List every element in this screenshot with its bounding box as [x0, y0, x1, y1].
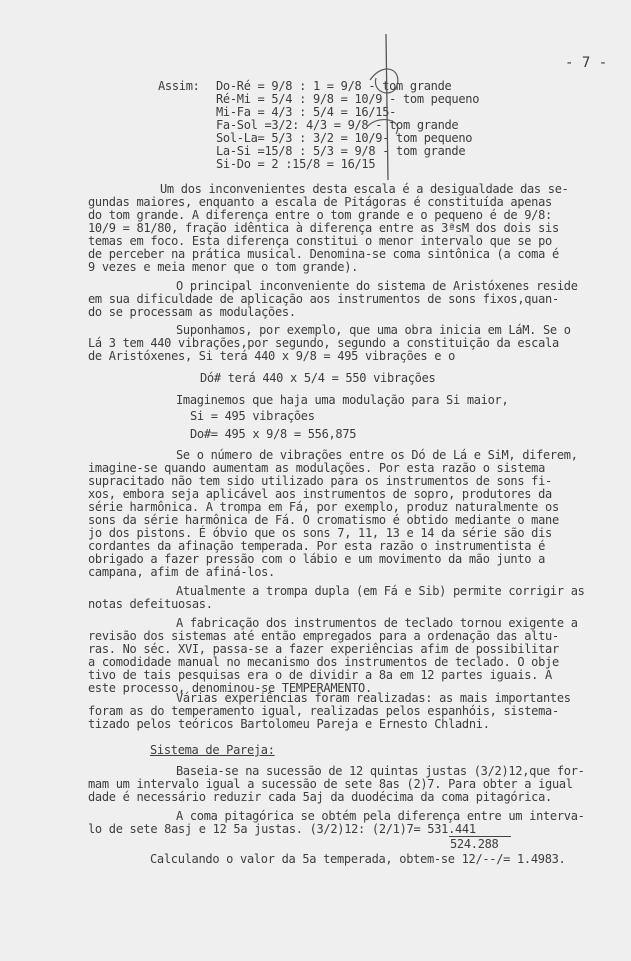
paragraph-line: imagine-se quando aumentam as modulações. Por esta razão o sistema	[88, 461, 546, 475]
table-row: Mi-Fa = 4/3 : 5/4 = 16/15-	[216, 105, 397, 119]
table-label: Assim:	[158, 79, 200, 93]
paragraph-line: A coma pitagórica se obtém pela diferença entre um interva-	[176, 809, 585, 823]
paragraph-line: em sua dificuldade de aplicação aos instrumentos de sons fixos,quan-	[88, 292, 559, 306]
paragraph-line: Um dos inconvenientes desta escala é a desigualdade das se-	[160, 182, 569, 196]
paragraph-line: mam um intervalo igual a sucessão de sete 8as (2)7. Para obter a igual	[88, 777, 573, 791]
handwritten-mark	[360, 30, 420, 180]
paragraph-line: gundas maiores, enquanto a escala de Pitágoras é constituída apenas	[88, 195, 552, 209]
page-number: - 7 -	[565, 55, 608, 71]
paragraph-line: Imaginemos que haja uma modulação para Si maior,	[176, 393, 509, 407]
paragraph-line: supracitado não tem sido utilizado para os instrumentos de sons fi-	[88, 474, 552, 488]
paragraph-line: Suponhamos, por exemplo, que uma obra inicia em LáM. Se o	[176, 323, 571, 337]
paragraph-line: cordantes da afinação temperada. Por esta razão o instrumentista é	[88, 539, 546, 553]
paragraph-line: a comodidade manual no mecanismo dos instrumentos de teclado. O obje	[88, 655, 559, 669]
paragraph-line: revisão dos sistemas até então empregados para a ordenação das altu-	[88, 629, 559, 643]
paragraph-line: campana, afim de afiná-los.	[88, 565, 275, 579]
paragraph-line: Se o número de vibrações entre os Dó de Lá e SiM, diferem,	[176, 448, 578, 462]
paragraph-line: Baseia-se na sucessão de 12 quintas justas (3/2)12,que for-	[176, 764, 585, 778]
section-heading: Sistema de Pareja:	[150, 743, 275, 757]
paragraph-line: Lá 3 tem 440 vibrações,por segundo, segundo a constituição da escala	[88, 336, 559, 350]
paragraph-line: tivo de tais pesquisas era o de dividir a 8a em 12 partes iguais. A	[88, 668, 552, 682]
paragraph-line: jo dos pistons. É óbvio que os sons 7, 11, 13 e 14 da série são dis	[88, 526, 552, 540]
paragraph-line: O principal inconveniente do sistema de Aristóxenes reside	[176, 279, 578, 293]
paragraph-line: Calculando o valor da 5a temperada, obtem-se 12/--/= 1.4983.	[150, 852, 566, 866]
paragraph-line: série harmônica. A trompa em Fá, por exemplo, produz naturalmente os	[88, 500, 559, 514]
equation: Dó# terá 440 x 5/4 = 550 vibrações	[200, 371, 436, 385]
table-row: Sol-La= 5/3 : 3/2 = 10/9- tom pequeno	[216, 131, 473, 145]
paragraph-line: notas defeituosas.	[88, 597, 213, 611]
fraction-denominator: 524.288	[450, 837, 499, 851]
paragraph-line: foram as do temperamento igual, realizadas pelos espanhóis, sistema-	[88, 704, 559, 718]
paragraph-line: lo de sete 8asj e 12 5a justas. (3/2)12: (2/1)7= 531.441	[88, 822, 476, 836]
table-row: Do-Ré = 9/8 : 1 = 9/8 - tom grande	[216, 79, 452, 93]
equation: Si = 495 vibrações	[190, 409, 315, 423]
paragraph-line: de perceber na prática musical. Denomina-se coma sintônica (a coma é	[88, 247, 559, 261]
paragraph-line: do tom grande. A diferença entre o tom grande e o pequeno é de 9/8:	[88, 208, 552, 222]
paragraph-line: ras. No séc. XVI, passa-se a fazer experiências afim de possibilitar	[88, 642, 559, 656]
table-row: Fa-Sol =3/2: 4/3 = 9/8 - tom grande	[216, 118, 459, 132]
table-row: Ré-Mi = 5/4 : 9/8 = 10/9 - tom pequeno	[216, 92, 480, 106]
paragraph-line: Várias experiências foram realizadas: as mais importantes	[176, 691, 571, 705]
paragraph-line: obrigado a fazer pressão com o lábio e um movimento da mão junto a	[88, 552, 546, 566]
paragraph-line: sons da série harmônica de Fá. O cromatismo é obtido mediante o mane	[88, 513, 559, 527]
paragraph-line: 10/9 = 81/80, fração idêntica à diferença entre as 3ªsM dos dois sis	[88, 221, 559, 235]
paragraph-line: do se processam as modulações.	[88, 305, 296, 319]
paragraph-line: tizado pelos teóricos Bartolomeu Pareja e Ernesto Chladni.	[88, 717, 490, 731]
paragraph-line: dade é necessário reduzir cada 5aj da duodécima da coma pitagórica.	[88, 790, 552, 804]
paragraph-line: 9 vezes e meia menor que o tom grande).	[88, 260, 359, 274]
paragraph-line: xos, embora seja aplicável aos instrumentos de sopro, produtores da	[88, 487, 552, 501]
table-row: La-Si =15/8 : 5/3 = 9/8 - tom grande	[216, 144, 466, 158]
paragraph-line: A fabricação dos instrumentos de teclado tornou exigente a	[176, 616, 578, 630]
table-row: Si-Do = 2 :15/8 = 16/15	[216, 157, 376, 171]
equation: Do#= 495 x 9/8 = 556,875	[190, 427, 357, 441]
paragraph-line: Atualmente a trompa dupla (em Fá e Sib) permite corrigir as	[176, 584, 585, 598]
paragraph-line: este processo, denominou-se TEMPERAMENTO.	[88, 681, 372, 695]
paragraph-line: de Aristóxenes, Si terá 440 x 9/8 = 495 vibrações e o	[88, 349, 456, 363]
paragraph-line: temas em foco. Esta diferença constitui o menor intervalo que se po	[88, 234, 552, 248]
